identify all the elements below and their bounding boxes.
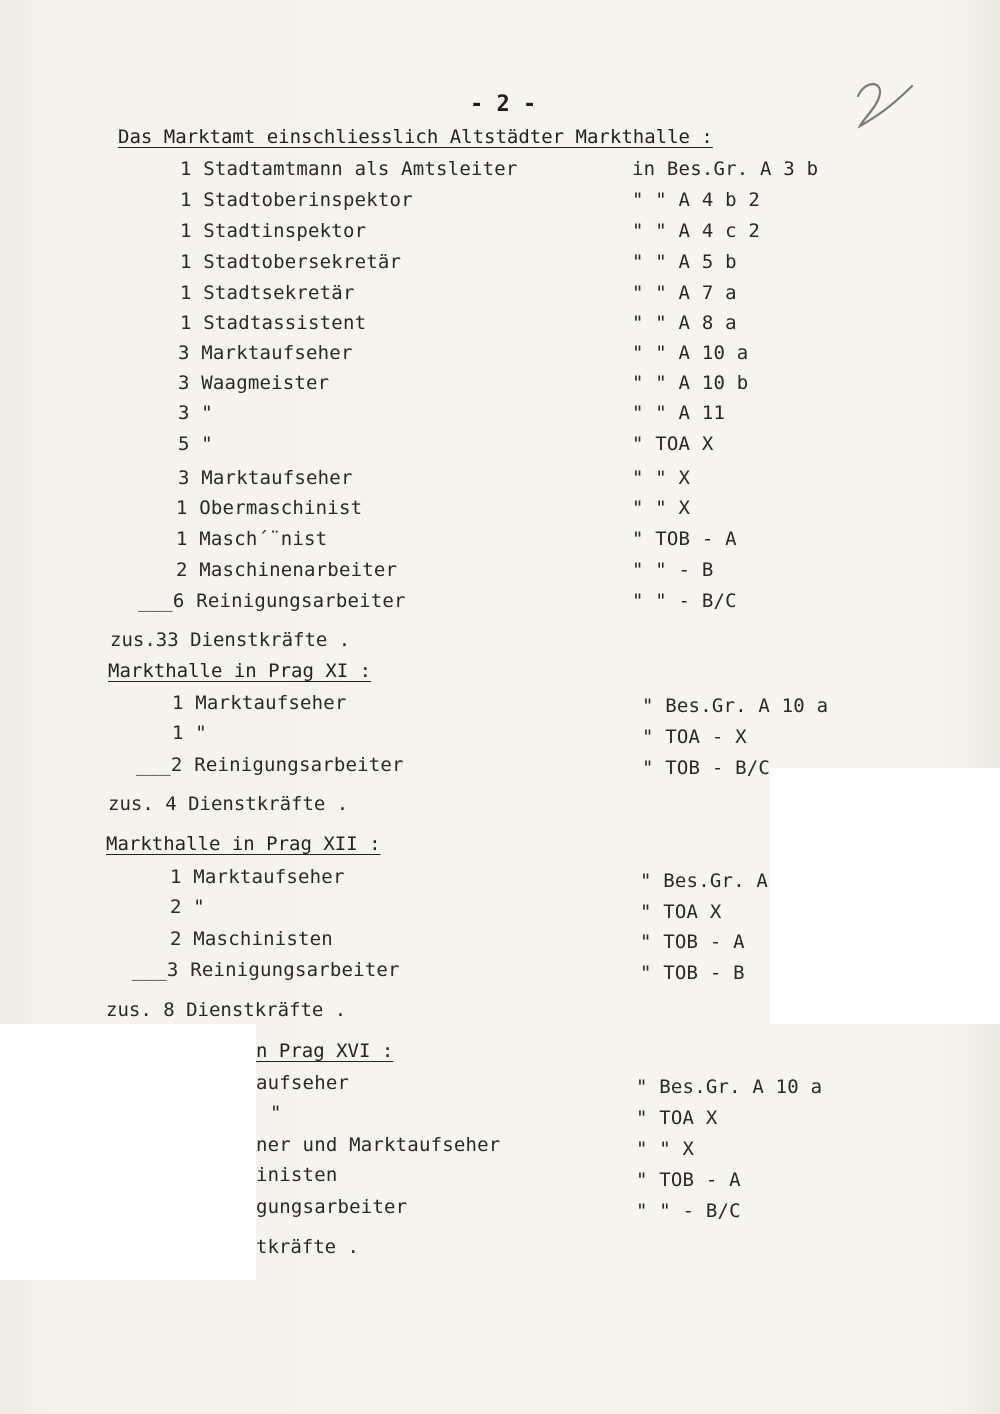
row-right: " " A 8 a <box>632 312 737 334</box>
row-right: " " A 4 b 2 <box>632 189 761 211</box>
section-heading-marktamt: Das Marktamt einschliesslich Altstädter Markthalle : <box>118 126 713 148</box>
row-right: " " - B <box>632 559 714 581</box>
section-total: tkräfte . <box>256 1236 359 1258</box>
section-heading-prag-xii: Markthalle in Prag XII : <box>106 833 381 855</box>
row-left: 1 Stadtamtmann als Amtsleiter <box>180 158 518 180</box>
row-left: " <box>270 1102 282 1124</box>
row-right: " " X <box>632 467 691 489</box>
row-right: " TOA X <box>632 433 714 455</box>
section-total: zus.33 Dienstkräfte . <box>110 629 351 651</box>
row-right: " TOB - A <box>640 931 745 953</box>
row-left: gungsarbeiter <box>256 1196 408 1218</box>
row-right: " Bes.Gr. A 10 a <box>642 695 829 717</box>
row-right: " " - B/C <box>636 1200 741 1222</box>
row-right: " TOA X <box>636 1107 718 1129</box>
row-left: 3 Marktaufseher <box>178 342 353 364</box>
row-right: " TOA - X <box>642 726 747 748</box>
section-total: zus. 8 Dienstkräfte . <box>106 999 347 1021</box>
row-left: 2 Maschinisten <box>170 928 333 950</box>
row-left: 1 " <box>172 722 207 744</box>
row-right: " Bes.Gr. A <box>640 870 769 892</box>
row-left: 1 Marktaufseher <box>170 866 345 888</box>
redaction-box-right <box>770 768 1000 1024</box>
handwritten-two-icon <box>850 78 920 138</box>
row-right: " " A 5 b <box>632 251 737 273</box>
row-left: ___2 Reinigungsarbeiter <box>136 754 404 776</box>
row-left: 1 Stadtobersekretär <box>180 251 402 273</box>
row-left: 3 Marktaufseher <box>178 467 353 489</box>
row-left: 1 Stadtsekretär <box>180 282 355 304</box>
redaction-box-left <box>0 1024 256 1280</box>
row-right: " Bes.Gr. A 10 a <box>636 1076 823 1098</box>
row-right: " TOB - A <box>632 528 737 550</box>
row-right: " TOB - B <box>640 962 745 984</box>
row-left: ___6 Reinigungsarbeiter <box>138 590 406 612</box>
row-right: " " A 11 <box>632 402 726 424</box>
row-left: ner und Marktaufseher <box>256 1134 501 1156</box>
page-number: - 2 - <box>470 92 537 117</box>
handwritten-page-mark <box>850 78 920 138</box>
row-left: 1 Obermaschinist <box>176 497 363 519</box>
row-left: inisten <box>256 1164 338 1186</box>
row-right: " TOA X <box>640 901 722 923</box>
row-left: 3 " <box>178 402 213 424</box>
row-right: " " A 10 b <box>632 372 749 394</box>
row-right: " " A 4 c 2 <box>632 220 761 242</box>
section-total: zus. 4 Dienstkräfte . <box>108 793 349 815</box>
row-right: " TOB - A <box>636 1169 741 1191</box>
row-right: " " A 10 a <box>632 342 749 364</box>
section-heading-prag-xvi: n Prag XVI : <box>256 1040 394 1062</box>
row-right: " " - B/C <box>632 590 737 612</box>
row-left: 3 Waagmeister <box>178 372 330 394</box>
row-left: aufseher <box>256 1072 350 1094</box>
section-heading-prag-xi: Markthalle in Prag XI : <box>108 660 372 682</box>
row-left: 2 Maschinenarbeiter <box>176 559 398 581</box>
row-right: " TOB - B/C <box>642 757 771 779</box>
row-right: " " X <box>636 1138 695 1160</box>
row-left: 1 Stadtoberinspektor <box>180 189 413 211</box>
row-left: 1 Masch´¨nist <box>176 528 328 550</box>
row-left: 1 Stadtinspektor <box>180 220 367 242</box>
row-left: 2 " <box>170 896 205 918</box>
row-right: in Bes.Gr. A 3 b <box>632 158 819 180</box>
row-left: 5 " <box>178 433 213 455</box>
row-right: " " X <box>632 497 691 519</box>
row-left: 1 Stadtassistent <box>180 312 367 334</box>
row-right: " " A 7 a <box>632 282 737 304</box>
row-left: ___3 Reinigungsarbeiter <box>132 959 400 981</box>
row-left: 1 Marktaufseher <box>172 692 347 714</box>
